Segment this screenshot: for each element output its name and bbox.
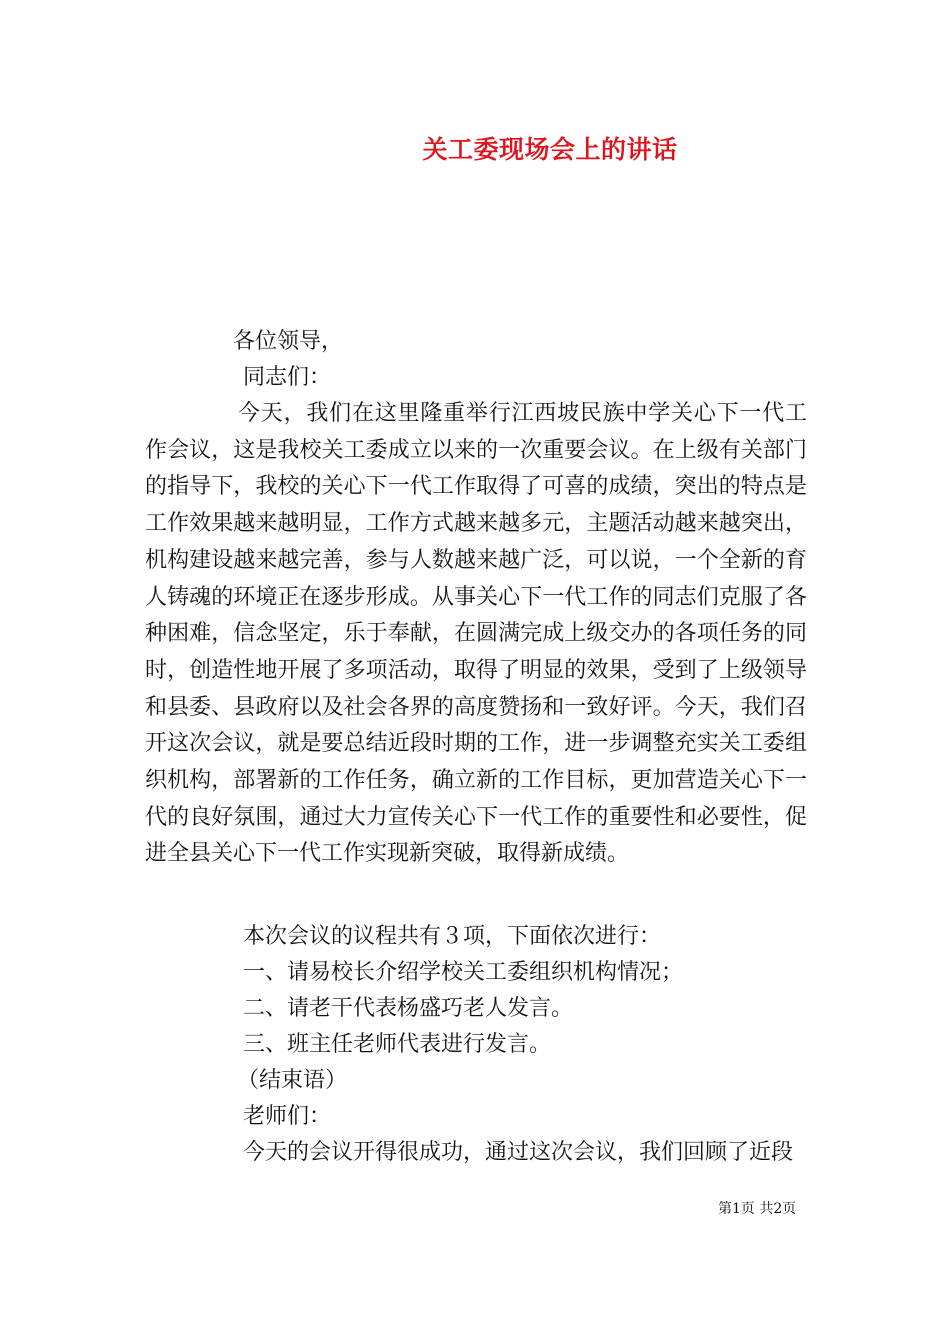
agenda-item: 一、请易校长介绍学校关工委组织机构情况； (243, 960, 684, 985)
document-title: 关工委现场会上的讲话 (422, 135, 678, 164)
agenda-intro: 本次会议的议程共有３项，下面依次进行： (243, 924, 662, 949)
body-paragraph: 今天，我们在这里隆重举行江西坡民族中学关心下一代工作会议，这是我校关工委成立以来的一次重要会议。在上级有关部门的指导下，我校的关心下一代工作取得了可喜的成绩，突出的特点是工作效果越来越明显，工作方式越来越多元，主题活动越来越突出，机构建设越来越完善，参与人数越来越广泛，可以说，一个全新的育人铸魂的环境正在逐步形成。从事关心下一代工作的同志们克服了各种困难，信念坚定，乐于奉献，在圆满完成上级交办的各项任务的同时，创造性地开展了多项活动，取得了明显的效果，受到了上级领导和县委、县政府以及社会各界的高度赞扬和一致好评。今天，我们召开这次会议，就是要总结近段时期的工作，进一步调整充实关工委组织机构，部署新的工作任务，确立新的工作目标，更加营造关心下一代的良好氛围，通过大力宣传关心下一代工作的重要性和必要性，促进全县关心下一代工作实现新突破，取得新成绩。 (145, 401, 807, 867)
agenda-item: 三、班主任老师代表进行发言。 (243, 1032, 552, 1057)
page-end: 页 (782, 1201, 797, 1217)
closing-label: （结束语） (237, 1068, 348, 1093)
closing-salutation: 老师们： (243, 1104, 332, 1129)
closing-text: 今天的会议开得很成功，通过这次会议，我们回顾了近段 (243, 1140, 794, 1165)
page-total: 2 (773, 1201, 783, 1217)
page-label: 第 (718, 1201, 732, 1217)
salutation-leaders: 各位领导， (233, 329, 344, 354)
page-footer (718, 1200, 796, 1218)
page-current: 1 (732, 1201, 741, 1217)
agenda-item: 二、请老干代表杨盛巧老人发言。 (243, 996, 574, 1021)
page-mid: 页 共 (740, 1201, 774, 1217)
salutation-comrades: 同志们： (243, 365, 332, 390)
